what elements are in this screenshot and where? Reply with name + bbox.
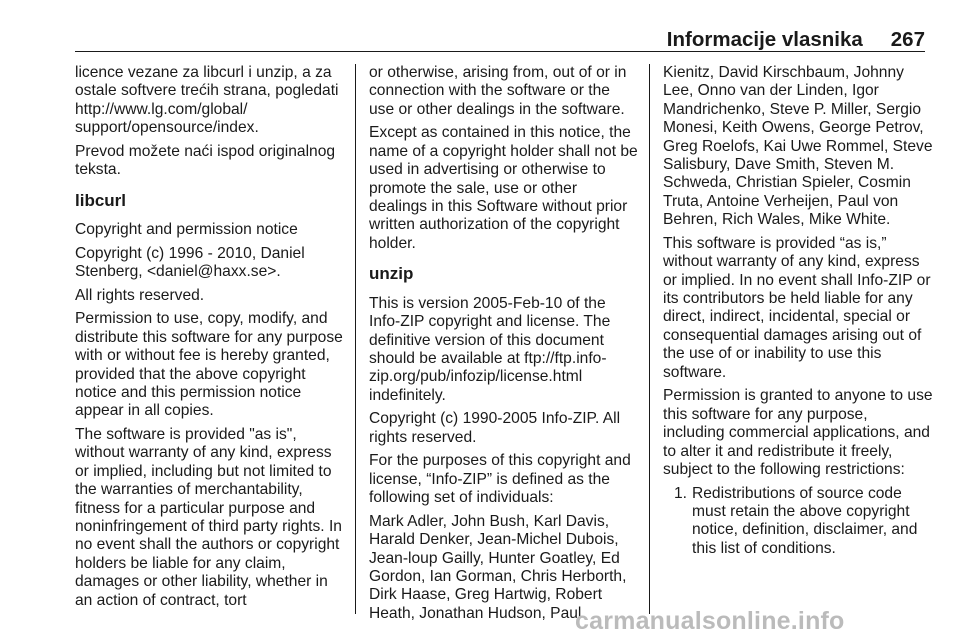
section-heading-libcurl: libcurl xyxy=(75,190,127,210)
list-item xyxy=(674,485,933,559)
paragraph: licence vezane za libcurl i unzip, a za ostale softvere trećih strana, pogledati http://www.lg.com/global/ support/opensource/index. xyxy=(75,64,339,137)
paragraph: Mark Adler, John Bush, Karl Davis, Harald Denker, Jean-Michel Dubois, Jean-loup Gailly, Hunter Goatley, Ed Gordon, Ian Gorman, Chris Herborth, Dirk Haase, Greg Hartwig, Robert Heath, Jonathan Hudson, Paul xyxy=(369,512,627,622)
page-header xyxy=(75,22,925,52)
paragraph: Copyright and permission notice xyxy=(75,221,298,239)
watermark-text: carmanualsonline.info xyxy=(575,607,845,635)
list-item-text: Redistributions of source code must retain the above copyright notice, definition, disclaimer, and this list of conditions. xyxy=(692,484,918,557)
list-item-number: 1. xyxy=(674,484,688,502)
paragraph: All rights reserved. xyxy=(75,286,205,304)
paragraph: Kienitz, David Kirschbaum, Johnny Lee, Onno van der Linden, Igor Mandrichenko, Steve P. Miller, Sergio Monesi, Keith Owens, George Petrov, Greg Roelofs, Kai Uwe Rommel, Steve Salisbury, Dave Smith, Steven M. Schweda, Christian Spieler, Cosmin Truta, Antoine Verheijen, Paul von Behren, Rich Wales, Mike White. xyxy=(663,64,933,229)
column-1 xyxy=(75,64,345,615)
column-2 xyxy=(369,64,639,628)
paragraph: Prevod možete naći ispod originalnog teksta. xyxy=(75,142,336,179)
paragraph: For the purposes of this copyright and license, “Info-ZIP” is defined as the following set of individuals: xyxy=(369,452,631,507)
paragraph: This software is provided “as is,” without warranty of any kind, express or implied. In no event shall Info-ZIP or its contributors be held liable for any direct, indirect, incidental, special or consequential damages arising out of the use of or inability to use this software. xyxy=(663,234,931,381)
paragraph: Permission to use, copy, modify, and distribute this software for any purpose with or without fee is hereby granted, provided that the above copyright notice and this permission notice appear in all copies. xyxy=(75,310,343,420)
section-heading-unzip: unzip xyxy=(369,264,414,284)
header-rule xyxy=(75,51,925,52)
paragraph: Except as contained in this notice, the name of a copyright holder shall not be used in advertising or otherwise to promote the sale, use or other dealings in this Software without prior written authorization of the copyright holder. xyxy=(369,124,638,252)
paragraph: or otherwise, arising from, out of or in connection with the software or the use or other dealings in the software. xyxy=(369,64,627,118)
paragraph: Copyright (c) 1990-2005 Info-ZIP. All rights reserved. xyxy=(369,410,621,446)
column-divider-1 xyxy=(355,64,356,614)
paragraph: Copyright (c) 1996 - 2010, Daniel Stenberg, <daniel@haxx.se>. xyxy=(75,244,305,281)
page-number: 267 xyxy=(890,28,925,51)
column-3 xyxy=(663,64,933,558)
column-divider-2 xyxy=(649,64,650,614)
page-title: Informacije vlasnika xyxy=(666,28,863,51)
paragraph: Permission is granted to anyone to use this software for any purpose, including commercial applications, and to alter it and redistribute it freely, subject to the following restrictions: xyxy=(663,387,933,478)
paragraph: The software is provided "as is", without warranty of any kind, express or implied, including but not limited to the warranties of merchantability, fitness for a particular purpose and noninfringement of third party rights. In no event shall the authors or copyright holders be liable for any claim, damages or other liability, whether in an action of contract, tort xyxy=(75,425,342,609)
paragraph: This is version 2005-Feb-10 of the Info-ZIP copyright and license. The definitive version of this document should be available at ftp://ftp.info-zip.org/pub/infozip/license.html indefinitely. xyxy=(369,294,611,404)
